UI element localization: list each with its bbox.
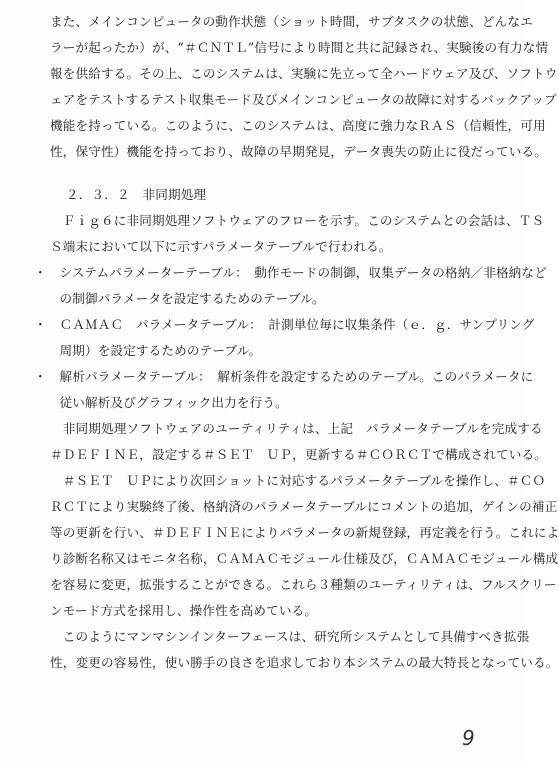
- section-heading: ２．３．２ 非同期処理: [66, 187, 207, 202]
- body-line: ＃ＳＥＴ ＵＰにより次回ショットに対応するパラメータテーブルを操作し、＃ＣＯ: [50, 473, 546, 488]
- paragraph-line: 性，保守性）機能を持っており、故障の早期発見，データ喪失の防止に役だっている。: [50, 144, 548, 159]
- body-line: ＲＣＴにより実験終了後、格納済のパラメータテーブルにコメントの追加，ゲインの補正: [50, 499, 558, 514]
- bullet-item: 周期）を設定するためのテーブル。: [34, 343, 262, 358]
- paragraph-line: ラーが起ったか）が、“＃ＣＮＴＬ”信号により時間と共に記録され、実験後の有力な情: [50, 40, 549, 55]
- body-line: Ｓ端末において以下に示すパラメータテーブルで行われる。: [50, 239, 392, 254]
- bullet-item: ・ システムパラメーターテーブル： 動作モードの制御，収集データの格納／非格納など: [34, 265, 547, 280]
- bullet-item: 従い解析及びグラフィック出力を行う。: [34, 395, 288, 410]
- body-line: ンモード方式を採用し、操作性を高めている。: [50, 603, 318, 618]
- body-line: ＃ＤＥＦＩＮＥ，設定する＃ＳＥＴ ＵＰ，更新する＃ＣＯＲＣＴで構成されている。: [50, 447, 548, 462]
- page-number: 9: [462, 726, 475, 750]
- body-line: 性，変更の容易性，使い勝手の良さを追求しており本システムの最大特長となっている。: [50, 655, 559, 670]
- paragraph-line: また、メインコンピュータの動作状態（ショット時間，サブタスクの状態、どんなエ: [50, 14, 533, 29]
- bullet-item: の制御パラメータを設定するためのテーブル。: [34, 291, 325, 306]
- body-line: 非同期処理ソフトウェアのユーティリティは、上記 パラメータテーブルを完成する: [50, 421, 543, 436]
- body-line: を容易に変更，拡張することができる。これら３種類のユーティリティは、フルスクリー: [50, 577, 557, 592]
- bullet-item: ・ 解析パラメータテーブル： 解析条件を設定するためのテーブル。このパラメータに: [34, 369, 534, 384]
- bullet-item: ・ ＣＡＭＡＣ パラメータテーブル： 計測単位毎に収集条件（ｅ．ｇ．サンプリング: [34, 317, 535, 332]
- paragraph-line: ェアをテストするテスト収集モード及びメインコンピュータの故障に対するバックアップ: [50, 92, 557, 107]
- body-line: Ｆｉｇ６に非同期処理ソフトウェアのフローを示す。このシステムとの会話は、ＴＳ: [50, 213, 545, 228]
- body-line: り診断名称又はモニタ名称，ＣＡＭＡＣモジュール仕様及び，ＣＡＭＡＣモジュール構成: [50, 551, 559, 566]
- paragraph-line: 機能を持っている。このように、このシステムは、高度に強力なＲＡＳ（信頼性，可用: [50, 118, 546, 133]
- paragraph-line: 報を供給する。その上、このシステムは、実験に先立って全ハードウェア及び、ソフトウ: [50, 66, 558, 81]
- body-line: 等の更新を行い、＃ＤＥＦＩＮＥによりパラメータの新規登録，再定義を行う。これによ: [50, 525, 559, 540]
- body-line: このようにマンマシンインターフェースは、研究所システムとして具備すべき拡張: [50, 629, 530, 644]
